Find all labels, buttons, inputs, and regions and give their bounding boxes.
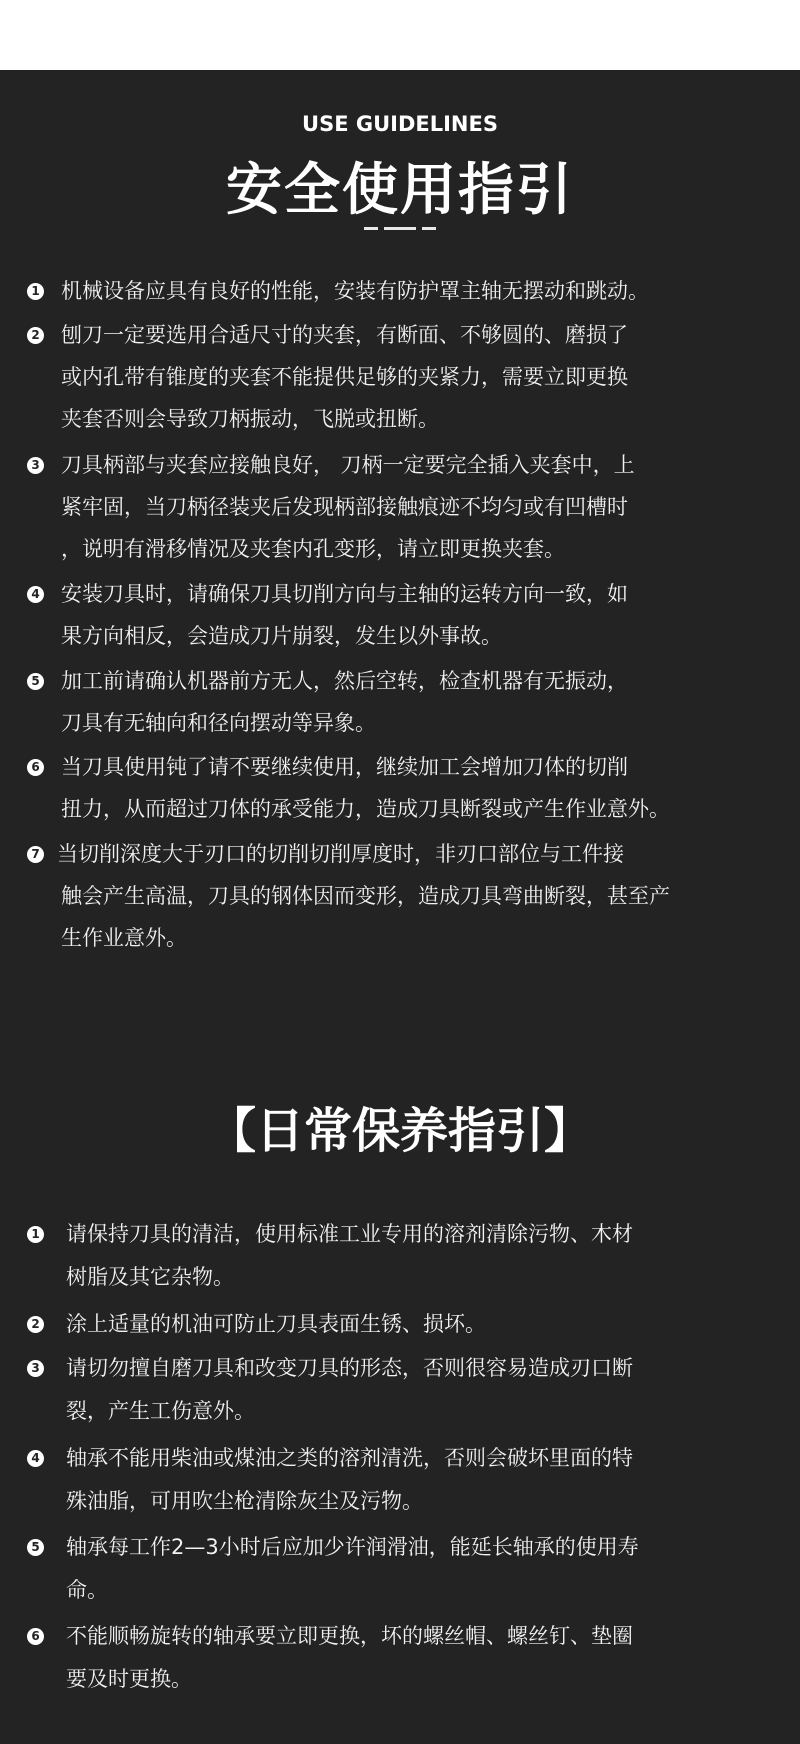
- item-line: 裂，产生工伤意外。: [66, 1399, 255, 1423]
- maintenance-title: 【日常保养指引】: [207, 1103, 592, 1159]
- item-line: 机械设备应具有良好的性能，安装有防护罩主轴无摆动和跳动。: [61, 279, 649, 303]
- number-badge: 2: [27, 1316, 44, 1333]
- number-badge: 6: [27, 1628, 44, 1645]
- item-line: 轴承每工作2—3小时后应加少许润滑油，能延长轴承的使用寿: [66, 1535, 639, 1559]
- section-eyebrow: USE GUIDELINES: [302, 112, 498, 136]
- item-line: 当刀具使用钝了请不要继续使用，继续加工会增加刀体的切削: [61, 755, 628, 779]
- item-line: 夹套否则会导致刀柄振动，飞脱或扭断。: [61, 407, 439, 431]
- number-badge: 5: [27, 1539, 44, 1556]
- number-badge: 6: [27, 759, 44, 776]
- number-badge: 1: [27, 283, 44, 300]
- number-badge: 5: [27, 673, 44, 690]
- item-line: 刀具柄部与夹套应接触良好， 刀柄一定要完全插入夹套中，上: [61, 453, 635, 477]
- item-line: 加工前请确认机器前方无人，然后空转，检查机器有无振动，: [61, 669, 628, 693]
- item-line: 刨刀一定要选用合适尺寸的夹套，有断面、不够圆的、磨损了: [61, 323, 628, 347]
- guidelines-panel: [0, 70, 800, 1744]
- item-line: 不能顺畅旋转的轴承要立即更换，坏的螺丝帽、螺丝钉、垫圈: [66, 1624, 633, 1648]
- title-divider: [364, 227, 436, 231]
- item-line: 请保持刀具的清洁，使用标准工业专用的溶剂清除污物、木材: [66, 1222, 633, 1246]
- item-line: 紧牢固，当刀柄径装夹后发现柄部接触痕迹不均匀或有凹槽时: [61, 495, 628, 519]
- item-line: 树脂及其它杂物。: [66, 1265, 234, 1289]
- item-line: 涂上适量的机油可防止刀具表面生锈、损坏。: [66, 1312, 486, 1336]
- item-line: 触会产生高温，刀具的钢体因而变形，造成刀具弯曲断裂，甚至产: [61, 884, 670, 908]
- item-line: 殊油脂，可用吹尘枪清除灰尘及污物。: [66, 1489, 423, 1513]
- item-line: 当切削深度大于刃口的切削切削厚度时，非刃口部位与工件接: [57, 842, 624, 866]
- item-line: 要及时更换。: [66, 1667, 192, 1691]
- item-line: 轴承不能用柴油或煤油之类的溶剂清洗，否则会破坏里面的特: [66, 1446, 633, 1470]
- item-line: 扭力，从而超过刀体的承受能力，造成刀具断裂或产生作业意外。: [61, 797, 670, 821]
- number-badge: 1: [27, 1226, 44, 1243]
- page-title: 安全使用指引: [226, 158, 574, 223]
- item-line: 请切勿擅自磨刀具和改变刀具的形态，否则很容易造成刃口断: [66, 1356, 633, 1380]
- item-line: 或内孔带有锥度的夹套不能提供足够的夹紧力，需要立即更换: [61, 365, 628, 389]
- number-badge: 2: [27, 327, 44, 344]
- item-line: 果方向相反，会造成刀片崩裂，发生以外事故。: [61, 624, 502, 648]
- number-badge: 3: [27, 1360, 44, 1377]
- number-badge: 3: [27, 457, 44, 474]
- item-line: 刀具有无轴向和径向摆动等异象。: [61, 711, 376, 735]
- number-badge: 7: [27, 846, 44, 863]
- item-line: 生作业意外。: [61, 926, 187, 950]
- number-badge: 4: [27, 586, 44, 603]
- number-badge: 4: [27, 1450, 44, 1467]
- item-line: ，说明有滑移情况及夹套内孔变形，请立即更换夹套。: [61, 537, 565, 561]
- item-line: 命。: [66, 1578, 108, 1602]
- item-line: 安装刀具时，请确保刀具切削方向与主轴的运转方向一致，如: [61, 582, 628, 606]
- top-blank-band: [0, 0, 800, 70]
